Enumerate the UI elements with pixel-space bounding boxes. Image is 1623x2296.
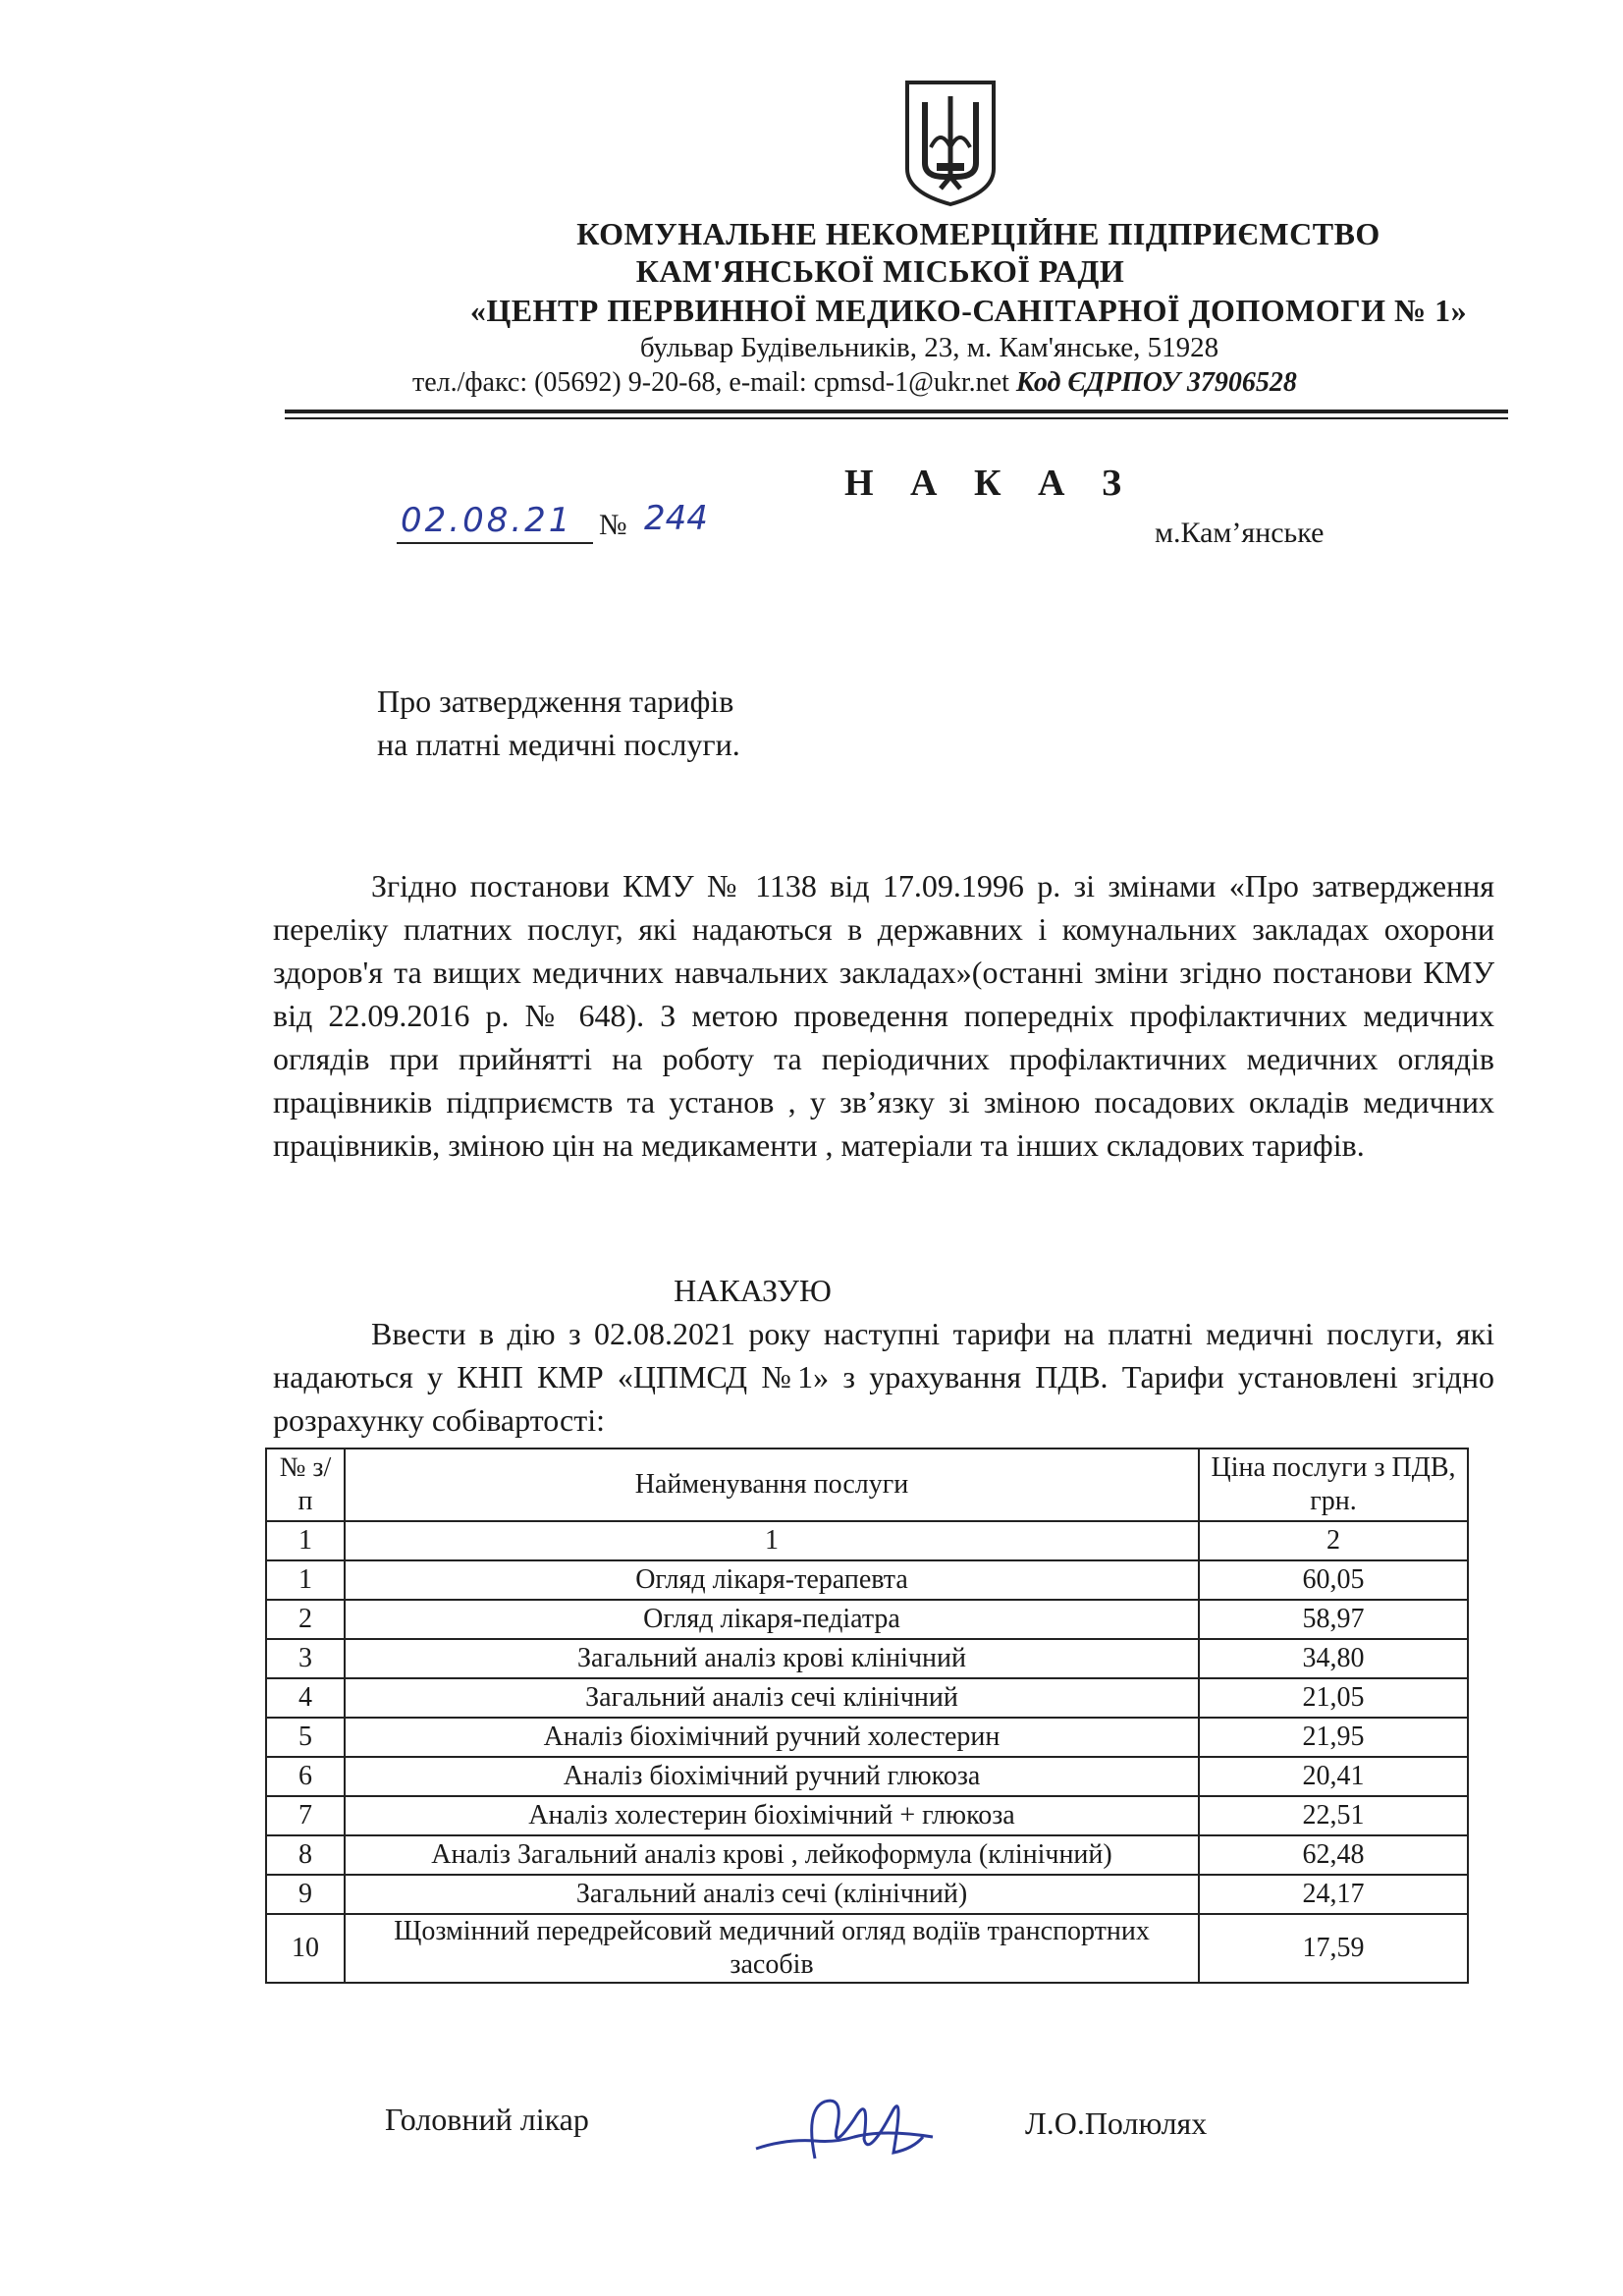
table-row [266,1560,1468,1600]
header-rule [285,410,1508,413]
table-index-row [266,1521,1468,1560]
table-cell-price: 62,48 [1199,1835,1468,1875]
table-cell-num: 8 [266,1835,345,1875]
table-cell-name: Аналіз біохімічний ручний глюкоза [345,1757,1199,1796]
paragraph-basis-text: Згідно постанови КМУ № 1138 від 17.09.1996 р. зі змінами «Про затвердження переліку платних послуг, які надаються в державних і комунальних закладах охорони здоров'я та вищих медичних навчальних закладах»(останні зміни згідно постанови КМУ від 22.09.2016 р. № 648). З метою проведення попередніх профілактичних медичних оглядів при прийнятті на роботу та періодичних профілактичних медичних оглядів працівників підприємств та установ , у зв’язку зі зміною посадових окладів медичних працівників, зміною цін на медикаменти , матеріали та інших складових тарифів. [273,868,1494,1163]
table-row [266,1914,1468,1983]
handwritten-signature-icon [746,2080,952,2178]
table-cell-name: Загальний аналіз сечі клінічний [345,1678,1199,1718]
table-cell-name: Щозмінний передрейсовий медичний огляд водіїв транспортних засобів [345,1914,1199,1983]
paragraph-order-text: Ввести в дію з 02.08.2021 року наступні тарифи на платні медичні послуги, які надаються у КНП КМР «ЦПМСД №1» з урахування ПДВ. Тарифи установлені згідно розрахунку собівартості: [273,1316,1494,1438]
table-header-row [266,1449,1468,1521]
table-row [266,1600,1468,1639]
table-cell-num: 3 [266,1639,345,1678]
table-cell-price: 60,05 [1199,1560,1468,1600]
org-name-line1: КОМУНАЛЬНЕ НЕКОМЕРЦІЙНЕ ПІДПРИЄМСТВО [576,216,1380,251]
document-date: 02.08.21 [401,501,573,540]
table-cell-num: 2 [266,1600,345,1639]
table-cell-name: Аналіз холестерин біохімічний + глюкоза [345,1796,1199,1835]
table-cell-price: 21,05 [1199,1678,1468,1718]
table-row [266,1875,1468,1914]
org-name-line3: «ЦЕНТР ПЕРВИННОЇ МЕДИКО-САНІТАРНОЇ ДОПОМОГИ № 1» [469,293,1468,328]
table-cell-price: 20,41 [1199,1757,1468,1796]
table-cell-name: Загальний аналіз сечі (клінічний) [345,1875,1199,1914]
table-cell-name: Огляд лікаря-терапевта [345,1560,1199,1600]
table-cell-price: 21,95 [1199,1718,1468,1757]
table-cell-name: Огляд лікаря-педіатра [345,1600,1199,1639]
document-city: м.Кам’янське [1155,517,1325,549]
table-cell-num: 5 [266,1718,345,1757]
table-cell-price: 17,59 [1199,1914,1468,1983]
table-cell-num: 10 [266,1914,345,1983]
document-number-label: № [599,509,627,541]
tariff-table [265,1448,1469,1984]
subject-line1: Про затвердження тарифів [377,683,734,719]
contacts-text: тел./факс: (05692) 9-20-68, e-mail: cpmsd-1@ukr.net [412,367,1009,398]
date-underline [397,542,593,544]
table-row [266,1639,1468,1678]
table-cell-num: 9 [266,1875,345,1914]
document-number: 244 [644,499,708,538]
table-cell-num: 4 [266,1678,345,1718]
paragraph-order [273,1312,1494,1442]
header-rule-thin [285,417,1508,419]
header-name: Найменування послуги [345,1449,1199,1521]
org-name-line2: КАМ'ЯНСЬКОЇ МІСЬКОЇ РАДИ [635,253,1125,289]
header-price: Ціна послуги з ПДВ, грн. [1199,1449,1468,1521]
table-cell-price: 24,17 [1199,1875,1468,1914]
table-row [266,1796,1468,1835]
table-cell-name: Загальний аналіз крові клінічний [345,1639,1199,1678]
table-row [266,1757,1468,1796]
table-cell-price: 22,51 [1199,1796,1468,1835]
subject-line2: на платні медичні послуги. [377,727,740,762]
table-cell-name: Аналіз біохімічний ручний холестерин [345,1718,1199,1757]
index-cell: 2 [1199,1521,1468,1560]
document-title: Н А К А З [844,463,1136,504]
table-cell-num: 1 [266,1560,345,1600]
document-subject [377,680,740,766]
table-row [266,1835,1468,1875]
paragraph-basis [273,864,1494,1167]
org-contacts [412,367,1297,399]
table-cell-name: Аналіз Загальний аналіз крові , лейкоформула (клінічний) [345,1835,1199,1875]
table-cell-price: 58,97 [1199,1600,1468,1639]
header-num: № з/п [266,1449,345,1521]
org-address: бульвар Будівельників, 23, м. Кам'янське, 51928 [639,332,1219,363]
index-cell: 1 [345,1521,1199,1560]
table-cell-price: 34,80 [1199,1639,1468,1678]
signer-name: Л.О.Полюлях [1025,2105,1208,2141]
edrpou-code: Код ЄДРПОУ 37906528 [1015,367,1297,398]
table-cell-num: 7 [266,1796,345,1835]
trident-coat-of-arms-icon [901,79,1000,208]
index-cell: 1 [266,1521,345,1560]
signer-title: Головний лікар [385,2102,589,2137]
table-row [266,1678,1468,1718]
table-row [266,1718,1468,1757]
table-cell-num: 6 [266,1757,345,1796]
order-word: НАКАЗУЮ [674,1273,832,1308]
